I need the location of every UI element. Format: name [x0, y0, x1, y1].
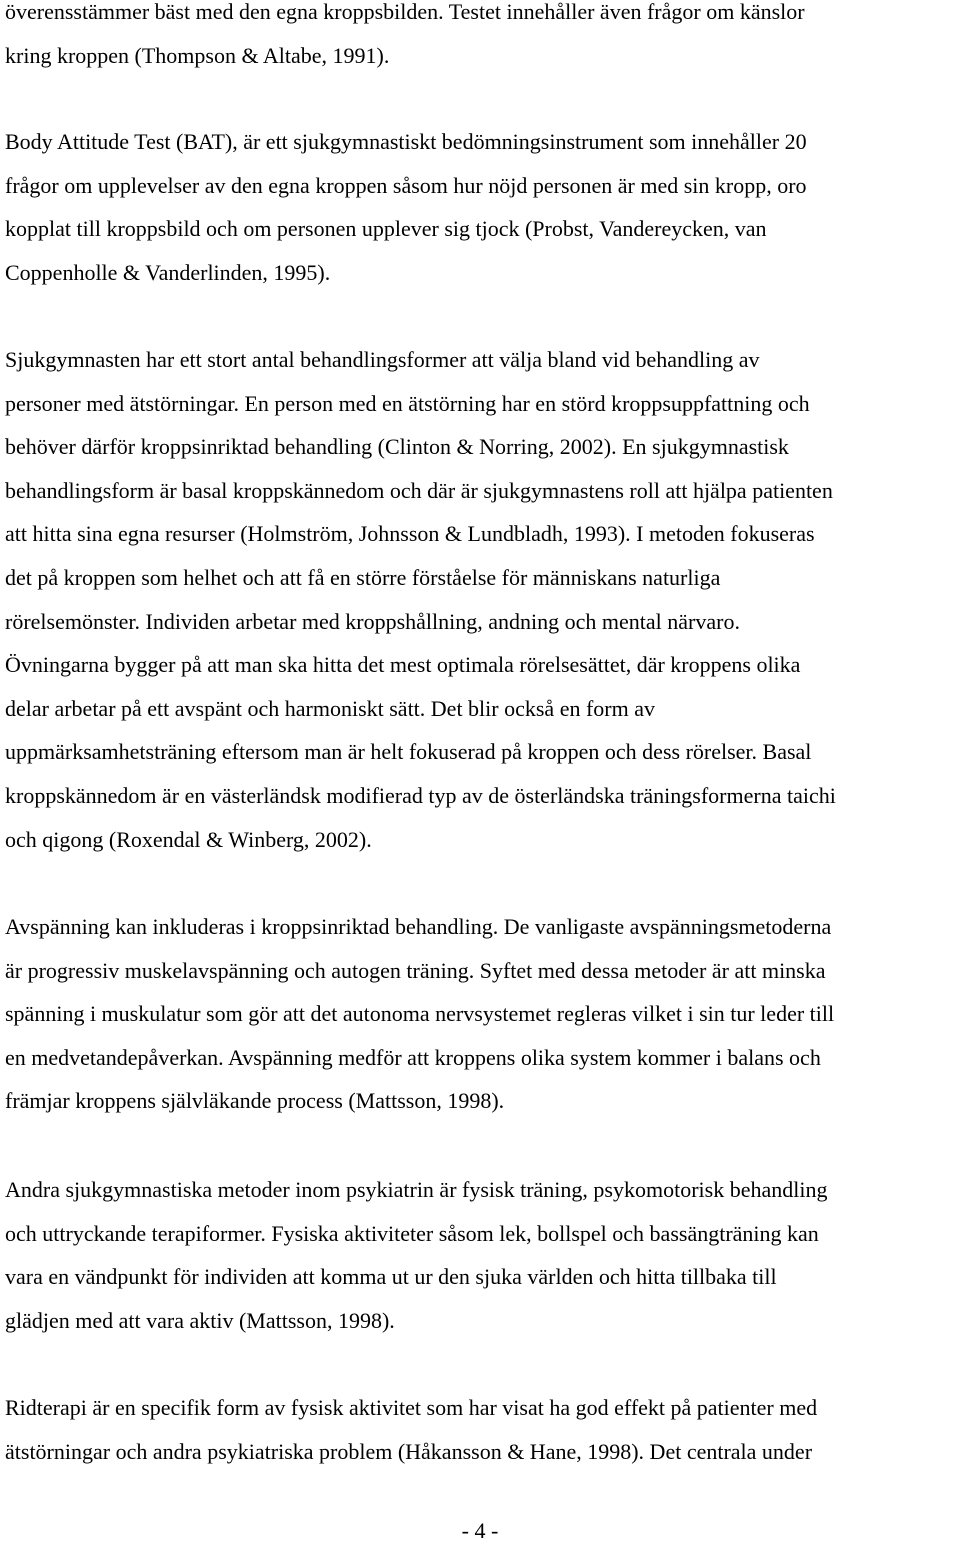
text-line: glädjen med att vara aktiv (Mattsson, 1998). [5, 1307, 395, 1333]
text-line: uppmärksamhetsträning eftersom man är helt fokuserad på kroppen och dess rörelser. Basal [5, 739, 812, 765]
text-line: Sjukgymnasten har ett stort antal behandlingsformer att välja bland vid behandling av [5, 347, 760, 372]
text-line: främjar kroppens självläkande process (Mattsson, 1998). [5, 1088, 505, 1114]
text-line: och uttryckande terapiformer. Fysiska aktiviteter såsom lek, bollspel och bassängträning kan [5, 1220, 819, 1246]
text-line: ätstörningar och andra psykiatriska problem (Håkansson & Hane, 1998). Det centrala under [5, 1438, 813, 1464]
text-line: kroppskännedom är en västerländsk modifierad typ av de österländska träningsformerna taichi [5, 782, 836, 808]
text-line: behöver därför kroppsinriktad behandling (Clinton & Norring, 2002). En sjukgymnastisk [5, 434, 789, 460]
text-line: frågor om upplevelser av den egna kroppen såsom hur nöjd personen är med sin kropp, oro [5, 172, 807, 198]
paragraph-other-methods [5, 1168, 827, 1342]
text-line: personer med ätstörningar. En person med en ätstörning har en störd kroppsuppfattning och [5, 390, 810, 416]
paragraph-riding-therapy [5, 1386, 817, 1473]
text-line: kopplat till kroppsbild och om personen upplever sig tjock (Probst, Vandereycken, van [5, 216, 767, 242]
text-line: en medvetandepåverkan. Avspänning medför att kroppens olika system kommer i balans och [5, 1044, 821, 1070]
paragraph-body-attitude-test [5, 120, 807, 294]
paragraph-body-image-continuation [5, 0, 805, 77]
text-line: att hitta sina egna resurser (Holmström, Johnsson & Lundbladh, 1993). I metoden fokuseras [5, 521, 815, 547]
text-line: Övningarna bygger på att man ska hitta det mest optimala rörelsesättet, där kroppens olika [5, 652, 801, 678]
text-line: kring kroppen (Thompson & Altabe, 1991). [5, 42, 390, 68]
text-line: Body Attitude Test (BAT), är ett sjukgymnastiskt bedömningsinstrument som innehåller 20 [5, 129, 807, 154]
text-line: Coppenholle & Vanderlinden, 1995). [5, 259, 331, 285]
text-line: är progressiv muskelavspänning och autogen träning. Syftet med dessa metoder är att minska [5, 957, 826, 983]
page-number: - 4 - [461, 1518, 499, 1543]
text-line: delar arbetar på ett avspänt och harmoniskt sätt. Det blir också en form av [5, 695, 655, 721]
text-line: rörelsemönster. Individen arbetar med kroppshållning, andning och mental närvaro. [5, 608, 740, 634]
text-line: Avspänning kan inkluderas i kroppsinriktad behandling. De vanligaste avspänningsmetoderna [5, 914, 832, 939]
paragraph-relaxation [5, 905, 834, 1123]
text-line: behandlingsform är basal kroppskännedom och där är sjukgymnastens roll att hjälpa patienten [5, 477, 833, 503]
text-line: överensstämmer bäst med den egna kroppsbilden. Testet innehåller även frågor om känslor [5, 0, 805, 24]
text-line: vara en vändpunkt för individen att komma ut ur den sjuka världen och hitta tillbaka till [5, 1264, 777, 1290]
text-line: spänning i muskulatur som gör att det autonoma nervsystemet regleras vilket i sin tur leder till [5, 1001, 835, 1027]
text-line: och qigong (Roxendal & Winberg, 2002). [5, 826, 372, 852]
text-line: det på kroppen som helhet och att få en större förståelse för människans naturliga [5, 564, 721, 590]
text-line: Andra sjukgymnastiska metoder inom psykiatrin är fysisk träning, psykomotorisk behandling [5, 1177, 828, 1202]
text-line: Ridterapi är en specifik form av fysisk aktivitet som har visat ha god effekt på patienter med [5, 1395, 818, 1420]
paragraph-treatment-forms [5, 338, 836, 861]
